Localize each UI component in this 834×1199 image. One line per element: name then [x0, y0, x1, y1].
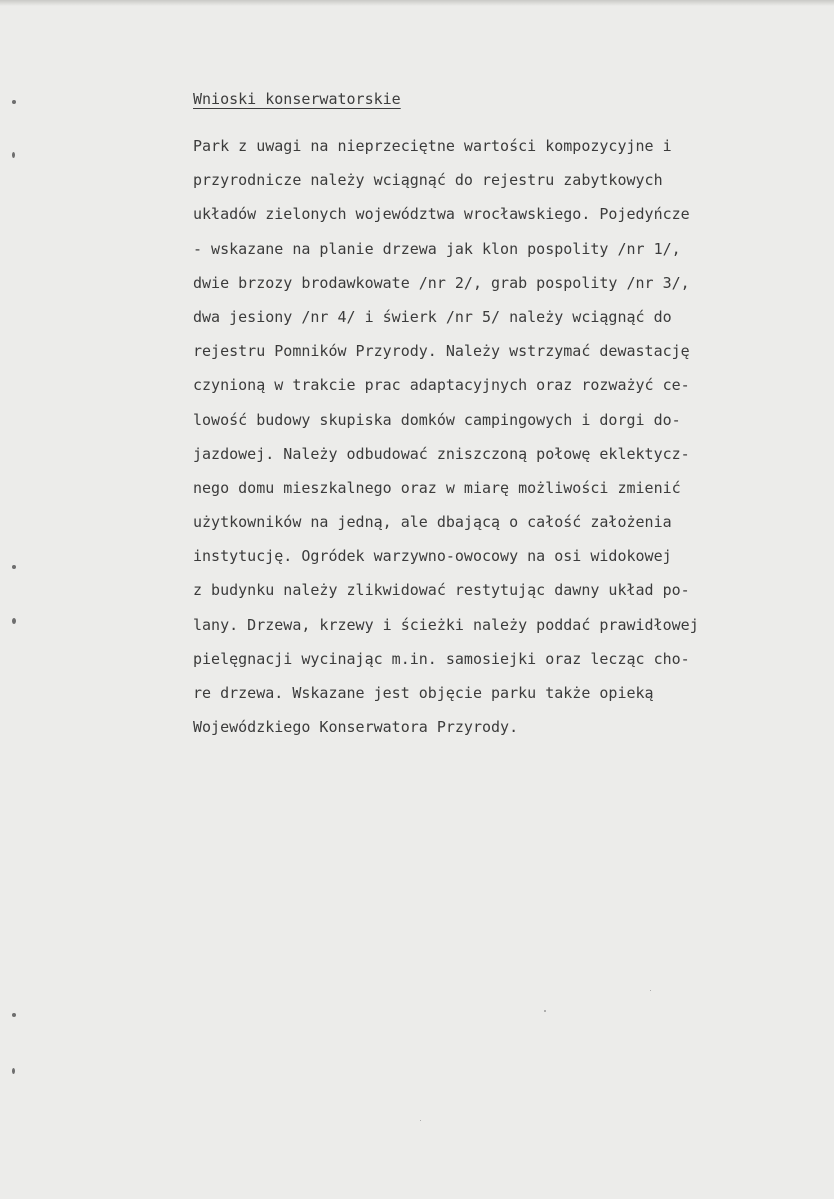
body-text [193, 135, 699, 750]
punch-hole-mark [12, 1068, 15, 1074]
text-line: dwa jesiony /nr 4/ i świerk /nr 5/ należy wciągnąć do [193, 307, 672, 326]
paper-speck [544, 1010, 546, 1012]
text-line: użytkowników na jedną, ale dbającą o całość założenia [193, 513, 672, 532]
section-heading: Wnioski konserwatorskie [193, 90, 401, 108]
paper-speck [650, 990, 651, 991]
punch-hole-mark [12, 565, 16, 569]
text-line: przyrodnicze należy wciągnąć do rejestru zabytkowych [193, 171, 663, 190]
text-line: z budynku należy zlikwidować restytując dawny układ po- [193, 581, 690, 600]
paper-speck [420, 1120, 421, 1121]
punch-hole-mark [12, 100, 16, 104]
text-line: pielęgnacji wycinając m.in. samosiejki oraz lecząc cho- [193, 649, 690, 668]
text-line: - wskazane na planie drzewa jak klon pospolity /nr 1/, [193, 239, 681, 258]
punch-hole-mark [12, 152, 15, 158]
text-line: jazdowej. Należy odbudować zniszczoną połowę eklektycz- [193, 444, 690, 463]
text-line: rejestru Pomników Przyrody. Należy wstrzymać dewastację [193, 342, 690, 361]
text-line: Wojewódzkiego Konserwatora Przyrody. [193, 718, 519, 737]
text-line: lowość budowy skupiska domków campingowych i dorgi do- [193, 410, 681, 429]
text-line: lany. Drzewa, krzewy i ścieżki należy poddać prawidłowej [193, 615, 699, 634]
text-line: czynioną w trakcie prac adaptacyjnych oraz rozważyć ce- [193, 376, 690, 395]
text-line: Park z uwagi na nieprzeciętne wartości kompozycyjne i [193, 137, 672, 155]
text-line: re drzewa. Wskazane jest objęcie parku także opieką [193, 684, 654, 702]
text-line: dwie brzozy brodawkowate /nr 2/, grab pospolity /nr 3/, [193, 273, 690, 292]
punch-hole-mark [12, 618, 16, 624]
punch-hole-mark [12, 1013, 16, 1017]
text-line: nego domu mieszkalnego oraz w miarę możliwości zmienić [193, 478, 681, 497]
page-top-edge [0, 0, 834, 6]
text-line: układów zielonych województwa wrocławskiego. Pojedyńcze [193, 205, 690, 224]
text-line: instytucję. Ogródek warzywno-owocowy na osi widokowej [193, 547, 672, 566]
